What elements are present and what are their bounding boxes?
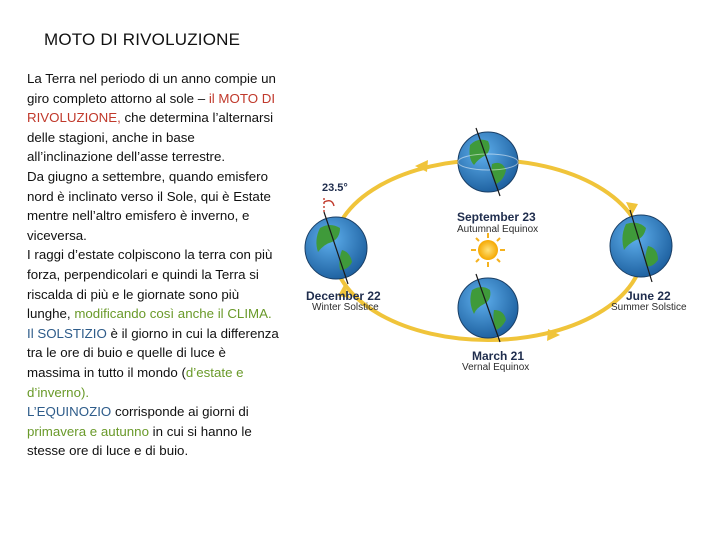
text-run: corrisponde ai giorni di (114, 404, 249, 420)
text-run: che determina l’alternarsi delle stagioni, anche in base all’inclinazione dell’asse terrestre. (27, 110, 274, 165)
paragraph-5 (27, 402, 281, 461)
paragraph-2 (27, 167, 281, 245)
text-run: è il giorno in cui la differenza tra le ore di buio e quelle di luce è massima in tutto il mondo ( (27, 325, 279, 380)
text-run: L’EQUINOZIO (27, 404, 115, 420)
text-run: modificando così anche il CLIMA. (74, 306, 272, 322)
earth-march (458, 274, 518, 342)
sun (471, 233, 505, 267)
march-sublabel: Vernal Equinox (462, 362, 530, 373)
paragraph-4 (27, 324, 281, 402)
june-label: June 22 (626, 289, 671, 303)
earth-june (610, 210, 672, 282)
september-label: September 23 (457, 210, 536, 224)
paragraph-1 (27, 69, 281, 167)
earth-orbit-diagram (300, 120, 710, 390)
text-run: in cui si hanno le stesse ore di luce e di buio. (27, 423, 252, 459)
december-label: December 22 (306, 289, 381, 303)
text-run: La Terra nel periodo di un anno compie un giro completo attorno al sole – (27, 71, 276, 106)
body-text (27, 69, 281, 461)
earth-december (305, 198, 367, 284)
text-run: Da giugno a settembre, quando emisfero nord è inclinato verso il Sole, qui è Estate mentre nell’altro emisfero è inverno, e viceversa. (27, 168, 271, 243)
march-label: March 21 (472, 349, 525, 363)
earth-september (458, 128, 518, 196)
september-sublabel: Autumnal Equinox (457, 224, 539, 235)
text-run: il MOTO DI RIVOLUZIONE, (27, 90, 276, 126)
text-run: d’estate e d’inverno). (27, 364, 244, 400)
june-sublabel: Summer Solstice (611, 302, 687, 313)
text-run: I raggi d’estate colpiscono la terra con più forza, perpendicolari e quindi la Terra si riscalda di più e le giornate sono più lunghe, (27, 247, 273, 322)
text-run: Il SOLSTIZIO (27, 325, 111, 341)
text-run: primavera e autunno (27, 423, 153, 439)
slide-title: MOTO DI RIVOLUZIONE (44, 30, 241, 49)
tilt-label: 23.5° (322, 182, 348, 194)
december-sublabel: Winter Solstice (312, 302, 379, 313)
paragraph-3 (27, 245, 281, 323)
